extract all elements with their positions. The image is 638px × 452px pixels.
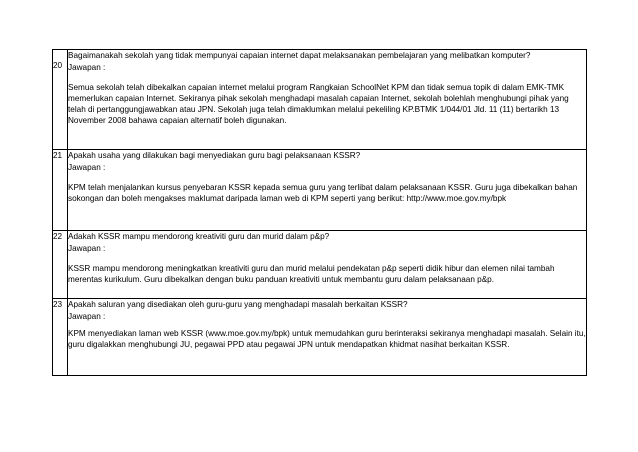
answer-label: Jawapan : [68,244,106,253]
answer-label: Jawapan : [68,163,106,172]
question-number: 23 [53,299,68,376]
answer-text: KPM menyediakan laman web KSSR (www.moe.gov.my/bpk) untuk memudahkan guru berinteraksi sekiranya menghadapi masalah. Selain itu, guru digalakkan menghubungi JU, pegawai PPD atau pegawai JPN untuk mendapatkan khidmat nasihat berkaitan KSSR. [68,329,586,349]
answer-label: Jawapan : [68,63,106,72]
question-text: Apakah saluran yang disediakan oleh guru-guru yang menghadapi masalah berkaitan KSSR? [68,300,408,309]
faq-cell [68,231,587,299]
faq-row-20 [53,50,587,150]
question-number: 22 [53,231,68,299]
answer-label: Jawapan : [68,312,106,321]
question-number: 20 [53,50,68,150]
answer-text: KSSR mampu mendorong meningkatkan kreativiti guru dan murid melalui pendekatan p&p seperti didik hibur dan elemen nilai tambah merentas kurikulum. Guru dibekalkan dengan buku panduan kreativiti untuk membantu guru dalam pelaksanaan p&p. [68,264,555,284]
question-text: Adakah KSSR mampu mendorong kreativiti guru dan murid dalam p&p? [68,232,330,241]
question-number: 21 [53,150,68,231]
answer-text: Semua sekolah telah dibekalkan capaian internet melalui program Rangkaian SchoolNet KPM dan tidak semua topik di dalam EMK-TMK memerlukan capaian Internet. Sekiranya pihak sekolah menghadapi masalah capaian Internet, sekolah bolehlah menghubungi pihak yang telah di pertanggungjawabkan atau JPN. Sekolah juga telah dimaklumkan melalui pekeliling KP.BTMK 1/044/01 Jld. 11 (11) bertarikh 13 November 2008 bahawa capaian alternatif boleh digunakan. [68,83,569,125]
faq-row-21 [53,150,587,231]
faq-cell [68,150,587,231]
faq-cell [68,50,587,150]
answer-text: KPM telah menjalankan kursus penyebaran KSSR kepada semua guru yang terlibat dalam pelaksanaan KSSR. Guru juga dibekalkan bahan sokongan dan boleh mengakses maklumat daripada laman web di KPM seperti yang berikut: http://www.moe.gov.my/bpk [68,183,578,203]
faq-row-22 [53,231,587,299]
faq-cell [68,299,587,376]
question-text: Apakah usaha yang dilakukan bagi menyediakan guru bagi pelaksanaan KSSR? [68,151,361,160]
faq-table [52,49,587,376]
question-text: Bagaimanakah sekolah yang tidak mempunyai capaian internet dapat melaksanakan pembelajaran yang melibatkan komputer? [68,51,531,60]
faq-row-23 [53,299,587,376]
